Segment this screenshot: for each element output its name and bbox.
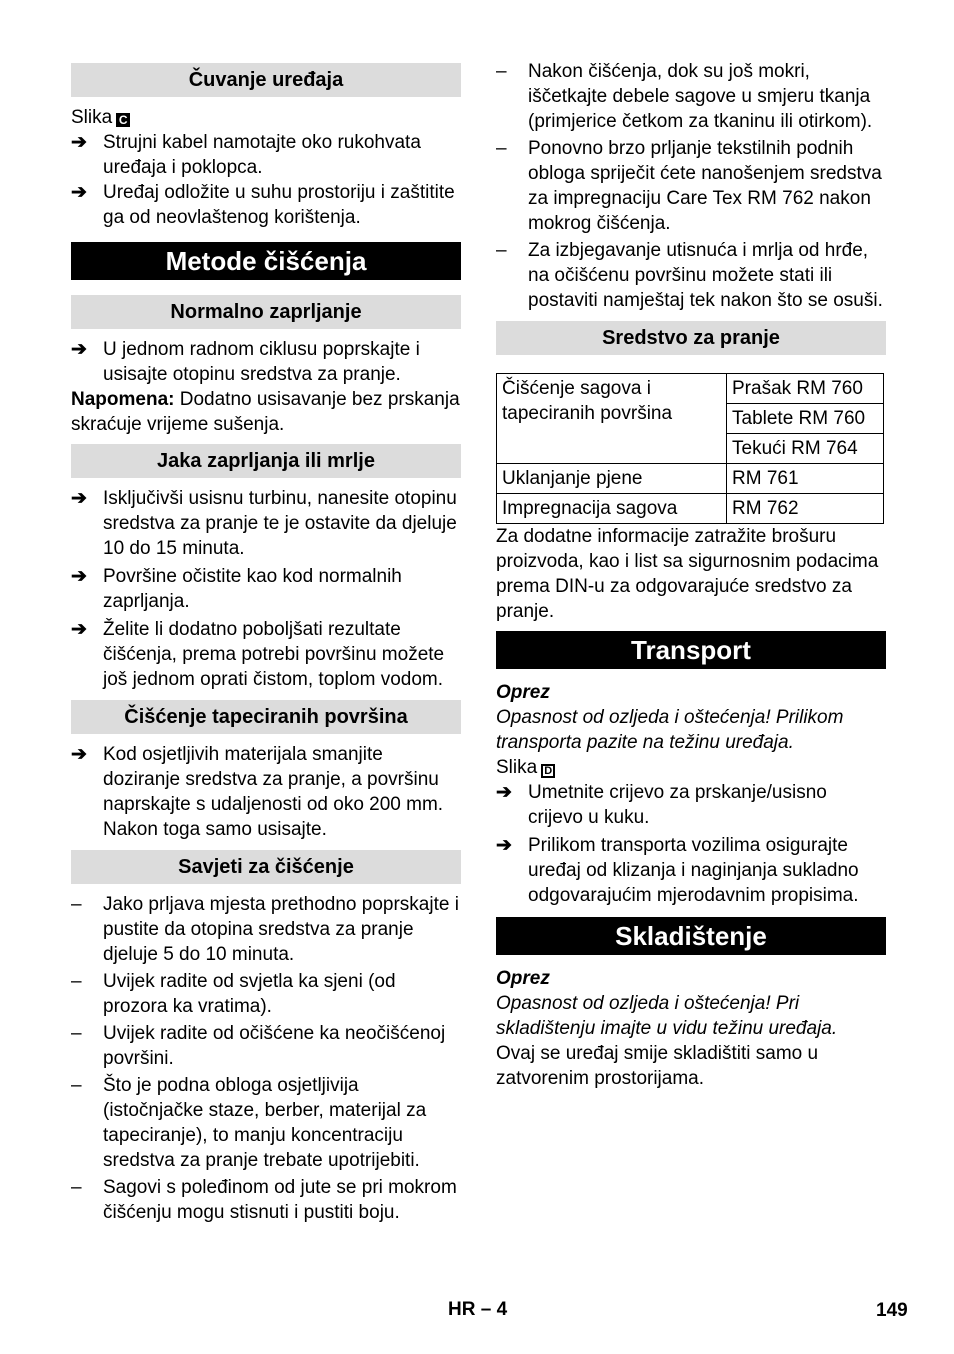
table-row bbox=[497, 374, 884, 404]
list-item: ➔ Površine očistite kao kod normalnih zaprljanja. bbox=[71, 566, 402, 612]
heading-sredstvo: Sredstvo za pranje bbox=[496, 321, 886, 355]
note: Napomena: Dodatno usisavanje bez prskanja skraćuje vrijeme sušenja. bbox=[71, 389, 460, 435]
list-item: ➔ Umetnite crijevo za prskanje/usisno crijevo u kuku. bbox=[496, 782, 827, 828]
arrow-icon: ➔ bbox=[496, 835, 512, 856]
table-row bbox=[497, 464, 884, 494]
heading-skladistenje: Skladištenje bbox=[496, 917, 886, 955]
table-cell: Prašak RM 760 bbox=[727, 374, 884, 404]
dash-marker: – bbox=[71, 1075, 82, 1096]
list-item: – Za izbjegavanje utisnuća i mrlja od hrđe, na očišćenu površinu možete stati ili postaviti namještaj tek nakon što se osuši. bbox=[496, 240, 883, 311]
left-column bbox=[71, 63, 461, 1225]
table-cell: Tablete RM 760 bbox=[727, 404, 884, 434]
list-item: ➔ Isključivši usisnu turbinu, nanesite otopinu sredstva za pranje te je ostavite da djeluje 10 do 15 minuta. bbox=[71, 488, 457, 559]
dash-marker: – bbox=[496, 138, 507, 159]
arrow-icon: ➔ bbox=[71, 339, 87, 360]
list-item: ➔ Želite li dodatno poboljšati rezultate čišćenja, prema potrebi površinu možete još jednom oprati čistom, toplom vodom. bbox=[71, 619, 445, 690]
table-cell: RM 761 bbox=[727, 464, 884, 494]
arrow-icon: ➔ bbox=[71, 566, 87, 587]
list-item: ➔ Kod osjetljivih materijala smanjite doziranje sredstva za pranje, a površinu naprskajte s udaljenosti od oko 200 mm. Nakon toga samo usisajte. bbox=[71, 744, 444, 840]
detergent-info: Za dodatne informacije zatražite brošuru proizvoda, kao i list sa sigurnosnim podacima prema DIN-u za odgovarajuće sredstvo za pranje. bbox=[496, 526, 879, 622]
caution-text: Opasnost od ozljeda i oštećenja! Pri skladištenju imajte u vidu težinu uređaja. bbox=[496, 993, 838, 1039]
list-item: – Što je podna obloga osjetljivija (istočnjačke staze, berber, materijal za tapeciranje), to manju koncentraciju sredstva za pranje trebate upotrijebiti. bbox=[71, 1075, 427, 1171]
caution-label: Oprez bbox=[496, 968, 550, 989]
caution-text: Opasnost od ozljeda i oštećenja! Prilikom transporta pazite na težinu uređaja. bbox=[496, 707, 844, 753]
dash-marker: – bbox=[71, 1023, 82, 1044]
table-cell: Impregnacija sagova bbox=[497, 494, 727, 524]
page-number: 149 bbox=[876, 1300, 908, 1321]
heading-cuvanje: Čuvanje uređaja bbox=[71, 63, 461, 97]
dash-marker: – bbox=[496, 61, 507, 82]
list-item: – Sagovi s poleđinom od jute se pri mokrom čišćenju mogu stisnuti i pustiti boju. bbox=[71, 1177, 457, 1223]
table-cell: Uklanjanje pjene bbox=[497, 464, 727, 494]
heading-metode: Metode čišćenja bbox=[71, 242, 461, 280]
dash-marker: – bbox=[71, 971, 82, 992]
figure-c-icon: C bbox=[116, 113, 130, 127]
footer-language: HR – 4 bbox=[448, 1299, 508, 1320]
dash-marker: – bbox=[71, 1177, 82, 1198]
list-item: ➔ U jednom radnom ciklusu poprskajte i usisajte otopinu sredstva za pranje. bbox=[71, 339, 420, 385]
right-column bbox=[496, 63, 886, 1091]
list-item: – Jako prljava mjesta prethodno poprskajte i pustite da otopina sredstva za pranje djeluje 5 do 10 minuta. bbox=[71, 894, 459, 965]
list-item: ➔ Uređaj odložite u suhu prostoriju i zaštitite ga od neovlaštenog korištenja. bbox=[71, 182, 455, 228]
storage-text: Ovaj se uređaj smije skladištiti samo u zatvorenim prostorijama. bbox=[496, 1043, 819, 1089]
figure-d-icon: D bbox=[541, 764, 555, 778]
arrow-icon: ➔ bbox=[71, 132, 87, 153]
arrow-icon: ➔ bbox=[71, 488, 87, 509]
heading-savjeti: Savjeti za čišćenje bbox=[71, 850, 461, 884]
heading-jaka: Jaka zaprljanja ili mrlje bbox=[71, 444, 461, 478]
figure-ref: Slika C bbox=[71, 105, 461, 130]
heading-tapecirane: Čišćenje tapeciranih površina bbox=[71, 700, 461, 734]
dash-marker: – bbox=[71, 894, 82, 915]
heading-transport: Transport bbox=[496, 631, 886, 669]
dash-marker: – bbox=[496, 240, 507, 261]
arrow-icon: ➔ bbox=[496, 782, 512, 803]
heading-normalno: Normalno zaprljanje bbox=[71, 295, 461, 329]
table-cell: RM 762 bbox=[727, 494, 884, 524]
list-item: – Uvijek radite od očišćene ka neočišćenoj površini. bbox=[71, 1023, 446, 1069]
list-item: ➔ Prilikom transporta vozilima osigurajte uređaj od klizanja i naginjanja sukladno odgovarajućim mjerodavnim propisima. bbox=[496, 835, 859, 906]
list-item: ➔ Strujni kabel namotajte oko rukohvata uređaja i poklopca. bbox=[71, 132, 421, 178]
table-row bbox=[497, 494, 884, 524]
list-item: – Nakon čišćenja, dok su još mokri, iščetkajte debele sagove u smjeru tkanja (primjerice četkom za tkaninu ili otirkom). bbox=[496, 61, 873, 132]
table-cell: Tekući RM 764 bbox=[727, 434, 884, 464]
list-item: – Ponovno brzo prljanje tekstilnih podnih obloga spriječit ćete nanošenjem sredstva za impregnaciju Care Tex RM 762 nakon mokrog čišćenja. bbox=[496, 138, 882, 234]
table-cell: Čišćenje sagova i tapeciranih površina bbox=[497, 374, 727, 464]
arrow-icon: ➔ bbox=[71, 182, 87, 203]
arrow-icon: ➔ bbox=[71, 619, 87, 640]
list-item: – Uvijek radite od svjetla ka sjeni (od prozora ka vratima). bbox=[71, 971, 396, 1017]
caution-label: Oprez bbox=[496, 682, 550, 703]
figure-ref: Slika D bbox=[496, 755, 886, 780]
detergent-table bbox=[496, 373, 884, 524]
arrow-icon: ➔ bbox=[71, 744, 87, 765]
